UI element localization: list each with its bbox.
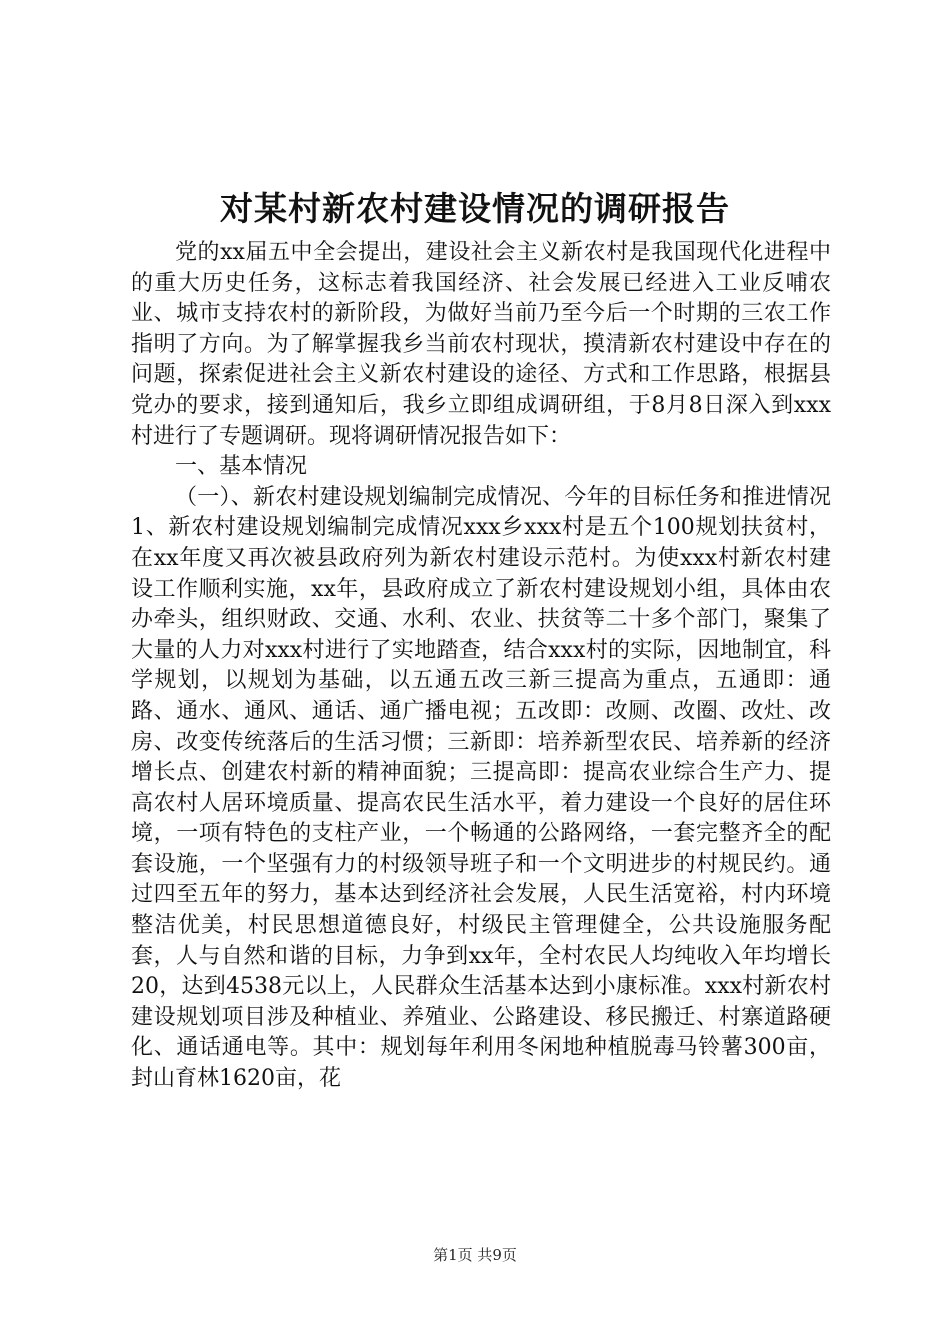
document-body [131,238,831,1095]
paragraph-intro: 党的xx届五中全会提出，建设社会主义新农村是我国现代化进程中的重大历史任务，这标志着我国经济、社会发展已经进入工业反哺农业、城市支持农村的新阶段，为做好当前乃至今后一个时期的三农工作指明了方向。为了解掌握我乡当前农村现状，摸清新农村建设中存在的问题，探索促进社会主义新农村建设的途径、方式和工作思路，根据县党办的要求，接到通知后，我乡立即组成调研组，于8月8日深入到xxx村进行了专题调研。现将调研情况报告如下： [131,240,831,449]
page-number-footer: 第1页 共9页 [433,1246,517,1264]
paragraph-planning: （一）、新农村建设规划编制完成情况、今年的目标任务和推进情况1、新农村建设规划编制完成情况xxx乡xxx村是五个100规划扶贫村，在xx年度又再次被县政府列为新农村建设示范村。为使xxx村新农村建设工作顺利实施，xx年，县政府成立了新农村建设规划小组，具体由农办牵头，组织财政、交通、水利、农业、扶贫等二十多个部门，聚集了大量的人力对xxx村进行了实地踏查，结合xxx村的实际，因地制宜，科学规划，以规划为基础，以五通五改三新三提高为重点，五通即：通路、通水、通风、通话、通广播电视；五改即：改厕、改圈、改灶、改房、改变传统落后的生活习惯；三新即：培养新型农民、培养新的经济增长点、创建农村新的精神面貌；三提高即：提高农业综合生产力、提高农村人居环境质量、提高农民生活水平，着力建设一个良好的居住环境，一项有特色的支柱产业，一个畅通的公路网络，一套完整齐全的配套设施，一个坚强有力的村级领导班子和一个文明进步的村规民约。通过四至五年的努力，基本达到经济社会发展，人民生活宽裕，村内环境整洁优美，村民思想道德良好，村级民主管理健全，公共设施服务配套，人与自然和谐的目标，力争到xx年，全村农民人均纯收入年均增长20，达到4538元以上，人民群众生活基本达到小康标准。xxx村新农村建设规划项目涉及种植业、养殖业、公路建设、移民搬迁、村寨道路硬化、通话通电等。其中：规划每年利用冬闲地种植脱毒马铃薯300亩，封山育林1620亩，花 [131,484,831,1092]
section-heading-basic-situation: 一、基本情况 [175,454,308,480]
document-title: 对某村新农村建设情况的调研报告 [220,189,730,228]
